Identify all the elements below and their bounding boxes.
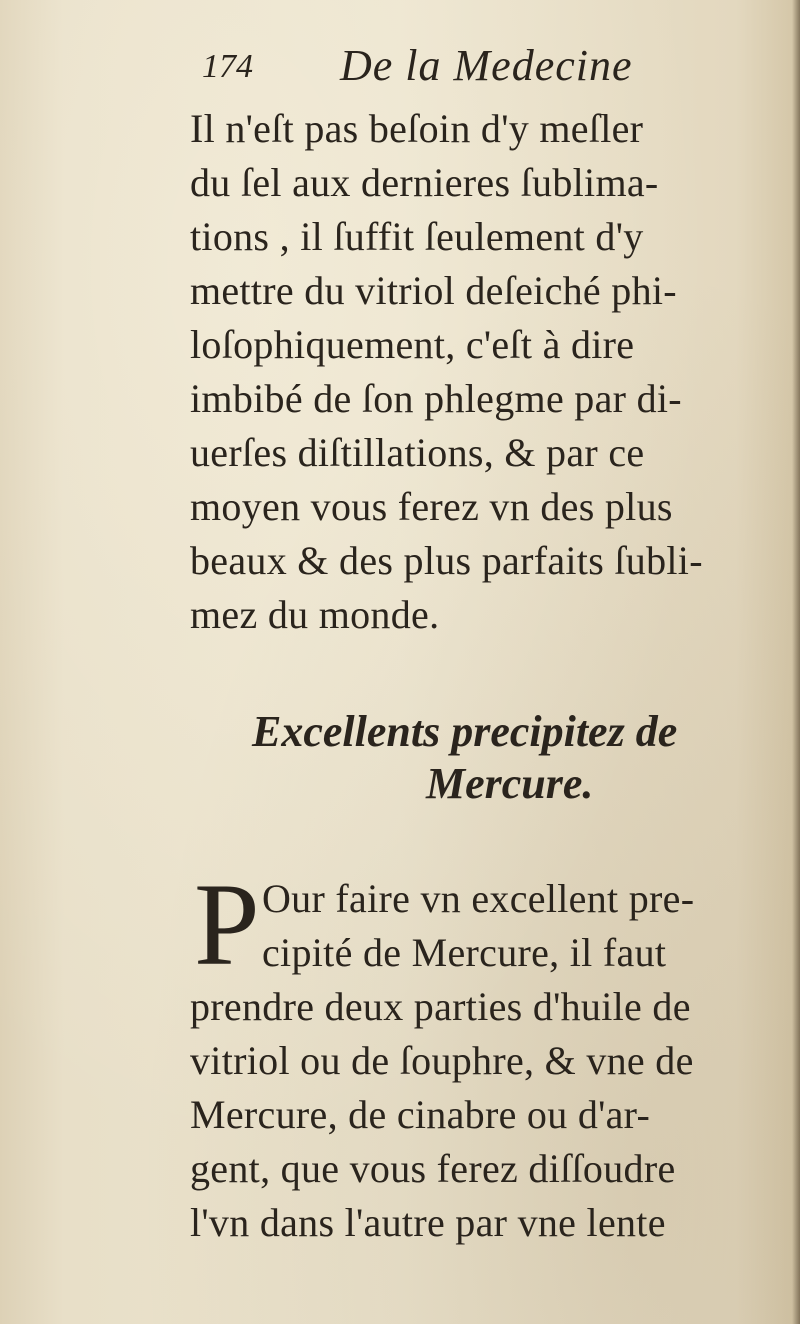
text-line: mettre du vitriol deſeiché phi- xyxy=(190,268,677,313)
text-line: loſophiquement, c'eſt à dire xyxy=(190,322,635,367)
page-edge-shadow xyxy=(792,0,800,1324)
paragraph-1 xyxy=(190,102,770,642)
text-line: du ſel aux dernieres ſublima- xyxy=(190,160,659,205)
text-line: prendre deux parties d'huile de xyxy=(190,984,691,1029)
drop-cap: P xyxy=(194,859,260,990)
page-number: 174 xyxy=(202,48,253,85)
text-line: imbibé de ſon phlegme par di- xyxy=(190,376,682,421)
text-line: moyen vous ferez vn des plus xyxy=(190,484,673,529)
text-line: gent, que vous ferez diſſoudre xyxy=(190,1146,676,1191)
text-line: Mercure, de cinabre ou d'ar- xyxy=(190,1092,651,1137)
text-line: cipité de Mercure, il faut xyxy=(262,930,667,975)
running-title: De la Medecine xyxy=(340,41,633,90)
text-line: Our faire vn excellent pre- xyxy=(262,876,695,921)
text-line: beaux & des plus parfaits ſubli- xyxy=(190,538,703,583)
text-line: Il n'eſt pas beſoin d'y meſler xyxy=(190,106,644,151)
text-block xyxy=(190,40,770,1250)
page-header xyxy=(190,40,770,102)
paragraph-2 xyxy=(190,859,770,1250)
section-heading-line-2: Mercure. xyxy=(426,759,594,808)
text-line: mez du monde. xyxy=(190,592,440,637)
text-line: tions , il ſuffit ſeulement d'y xyxy=(190,214,644,259)
text-line: l'vn dans l'autre par vne lente xyxy=(190,1200,666,1245)
section-heading-line-1: Excellents precipitez de xyxy=(252,707,678,756)
text-line: vitriol ou de ſouphre, & vne de xyxy=(190,1038,694,1083)
text-line: uerſes diſtillations, & par ce xyxy=(190,430,645,475)
